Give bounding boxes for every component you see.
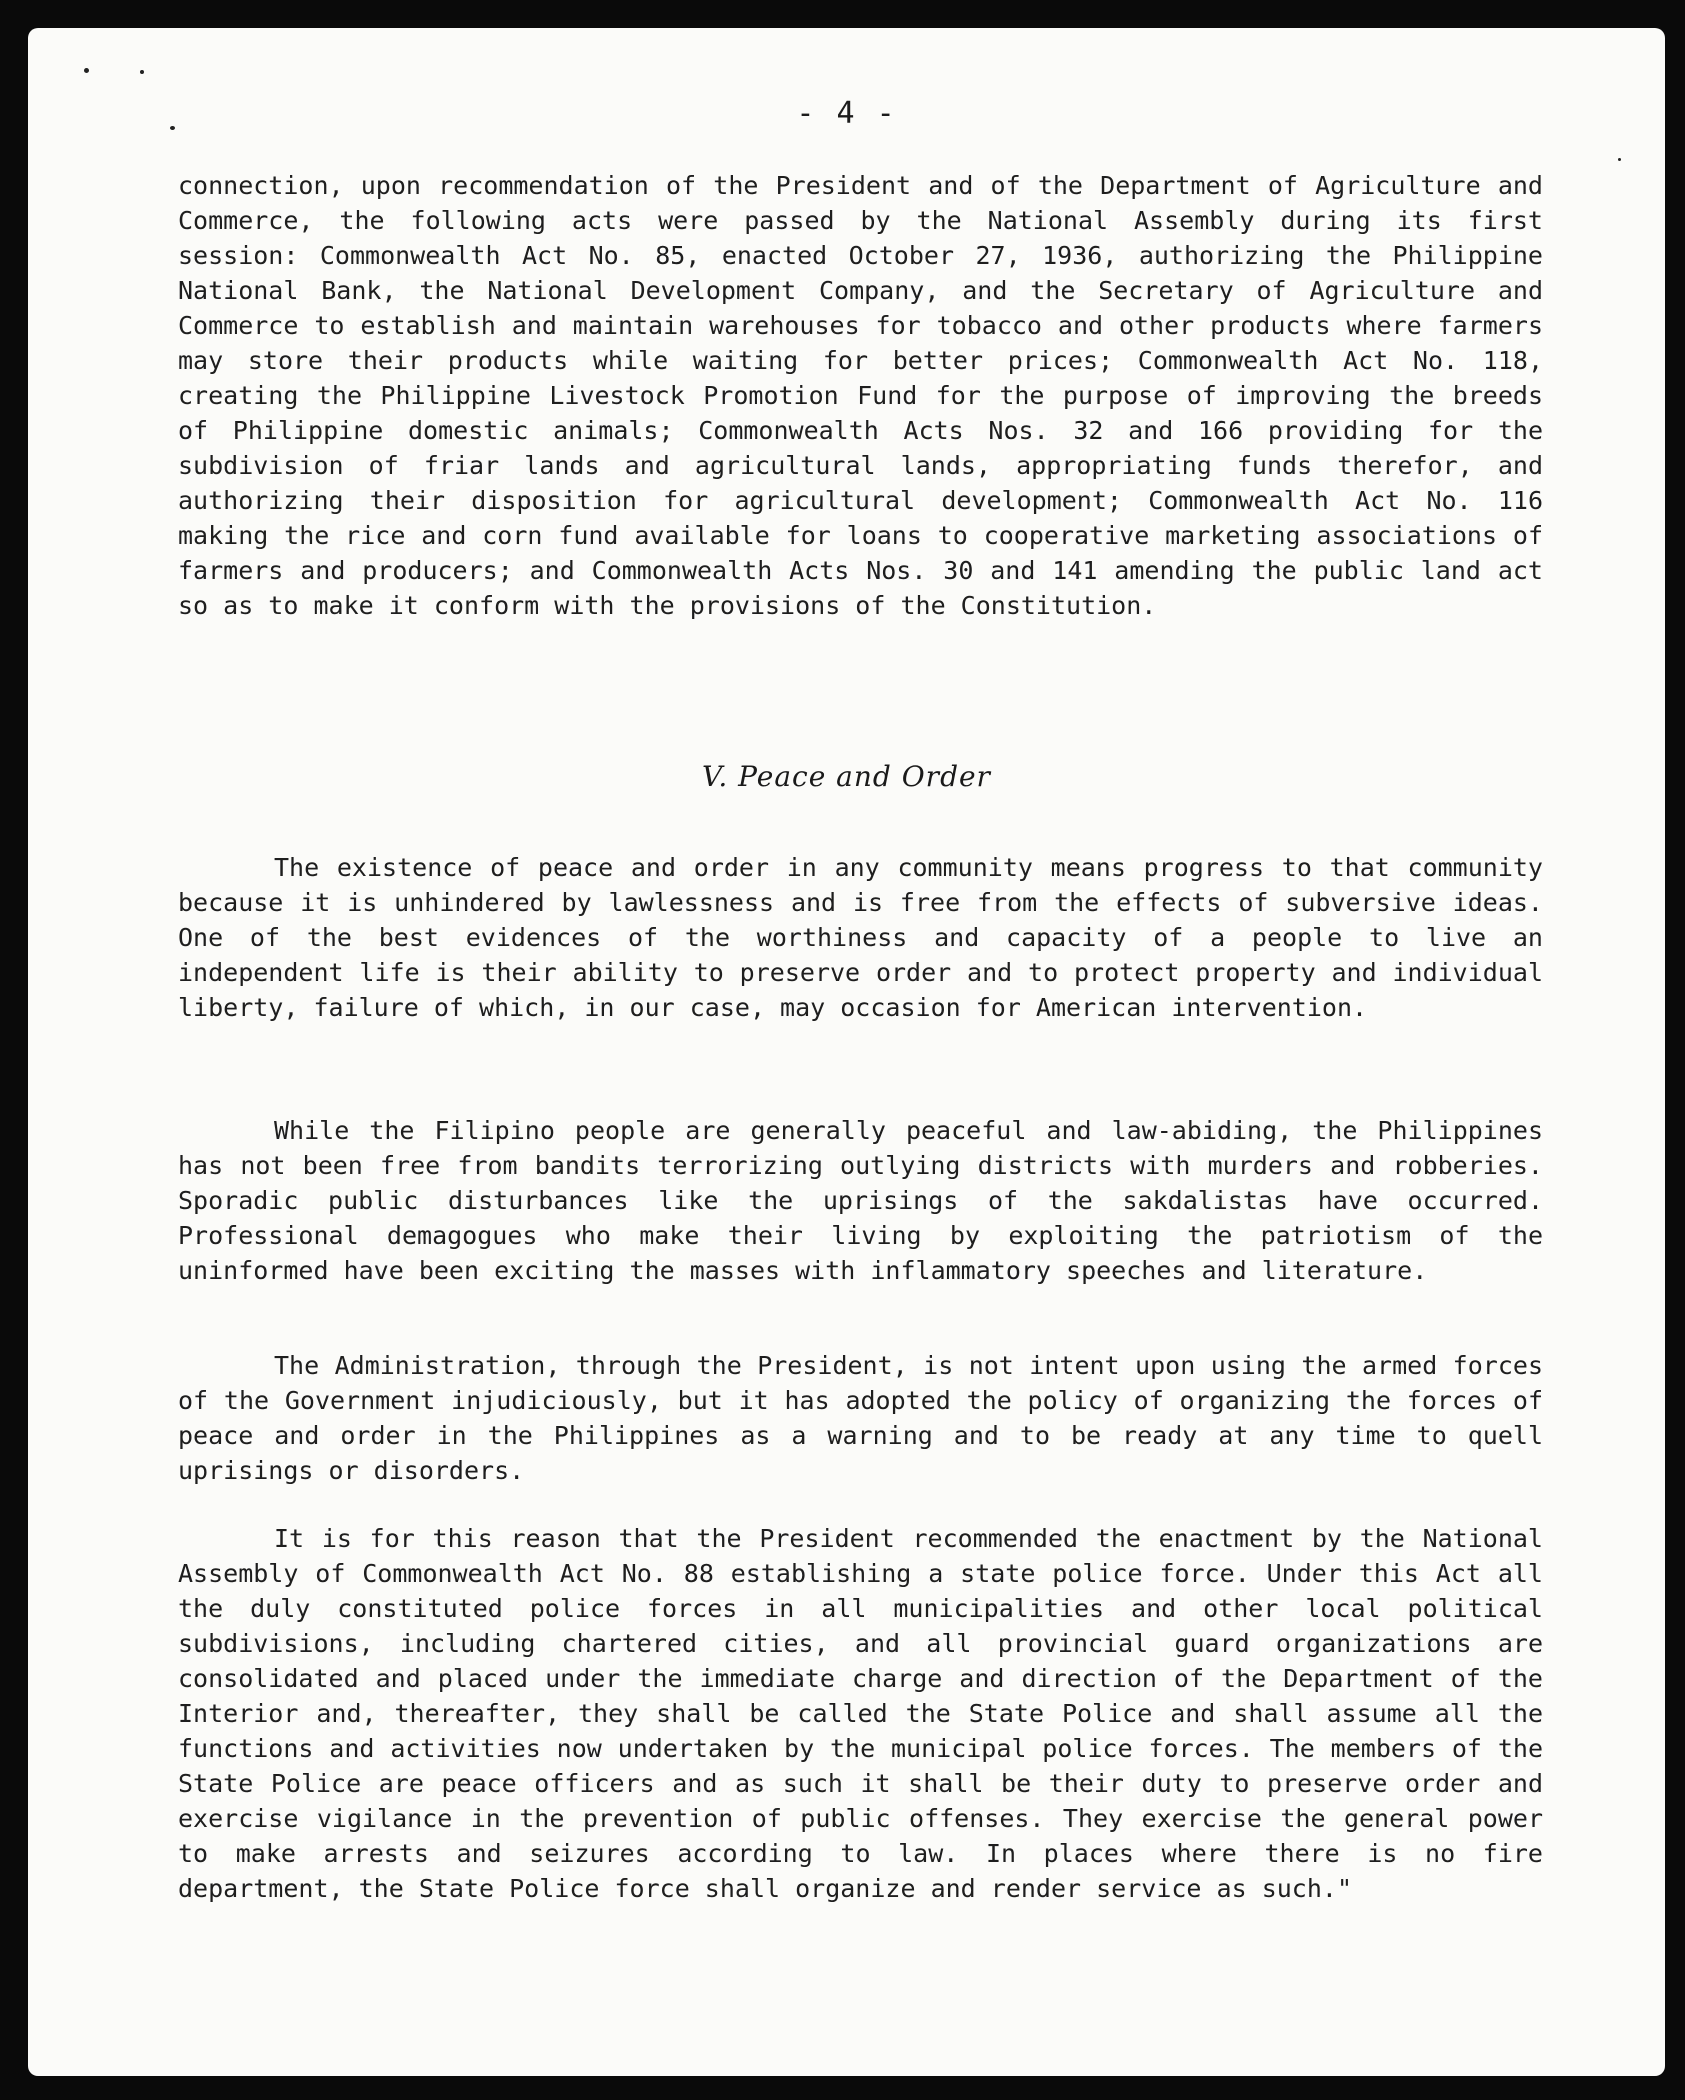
body-section-state-police [178, 1521, 1543, 1906]
section-heading: V. Peace and Order [702, 760, 991, 793]
paragraph-state-police: It is for this reason that the President recommended the enactment by the National Assembly of Commonwealth Act No. 88 establishing a state police force. Under this Act all the duly constituted police forces in all municipalities and other local political subdivisions, including chartered cities, and all provincial guard organizations are consolidated and placed under the immediate charge and direction of the Department of the Interior and, thereafter, they shall be called the State Police and shall assume all the functions and activities now undertaken by the municipal police forces. The members of the State Police are peace officers and as such it shall be their duty to preserve order and exercise vigilance in the prevention of public offenses. They exercise the general power to make arrests and seizures according to law. In places where there is no fire department, the State Police force shall organize and render service as such." [178, 1524, 1543, 1903]
body-section-filipino-people [178, 1113, 1543, 1288]
paragraph-filipino-people: While the Filipino people are generally peaceful and law-abiding, the Philippines has not been free from bandits terrorizing outlying districts with murders and robberies. Sporadic public disturbances like the uprisings of the sakdalistas have occurred. Professional demagogues who make their living by exploiting the patriotism of the uninformed have been exciting the masses with inflammatory speeches and literature. [178, 1116, 1543, 1285]
paragraph-agriculture-acts: connection, upon recommendation of the President and of the Department of Agriculture and Commerce, the following acts were passed by the National Assembly during its first session: Commonwealth Act No. 85, enacted October 27, 1936, authorizing the Philippine National Bank, the National Development Company, and the Secretary of Agriculture and Commerce to establish and maintain warehouses for tobacco and other products where farmers may store their products while waiting for better prices; Commonwealth Act No. 118, creating the Philippine Livestock Promotion Fund for the purpose of improving the breeds of Philippine domestic animals; Commonwealth Acts Nos. 32 and 166 providing for the subdivision of friar lands and agricultural lands, appropriating funds therefor, and authorizing their disposition for agricultural development; Commonwealth Act No. 116 making the rice and corn fund available for loans to cooperative marketing associations of farmers and producers; and Commonwealth Acts Nos. 30 and 141 amending the public land act so as to make it conform with the provisions of the Constitution. [178, 171, 1543, 620]
scan-speck [1618, 158, 1621, 161]
document-page [28, 28, 1665, 2076]
page-number: - 4 - [796, 96, 897, 131]
body-section-peace-order [178, 850, 1543, 1025]
scan-speck [84, 68, 89, 73]
scan-speck [140, 70, 144, 74]
paragraph-administration: The Administration, through the President, is not intent upon using the armed forces of the Government injudiciously, but it has adopted the policy of organizing the forces of peace and order in the Philippines as a warning and to be ready at any time to quell uprisings or disorders. [178, 1351, 1543, 1485]
body-section-administration [178, 1348, 1543, 1488]
paragraph-peace-order-existence: The existence of peace and order in any community means progress to that community because it is unhindered by lawlessness and is free from the effects of subversive ideas. One of the best evidences of the worthiness and capacity of a people to live an independent life is their ability to preserve order and to protect property and individual liberty, failure of which, in our case, may occasion for American intervention. [178, 853, 1543, 1022]
body-section-agriculture [178, 168, 1543, 623]
